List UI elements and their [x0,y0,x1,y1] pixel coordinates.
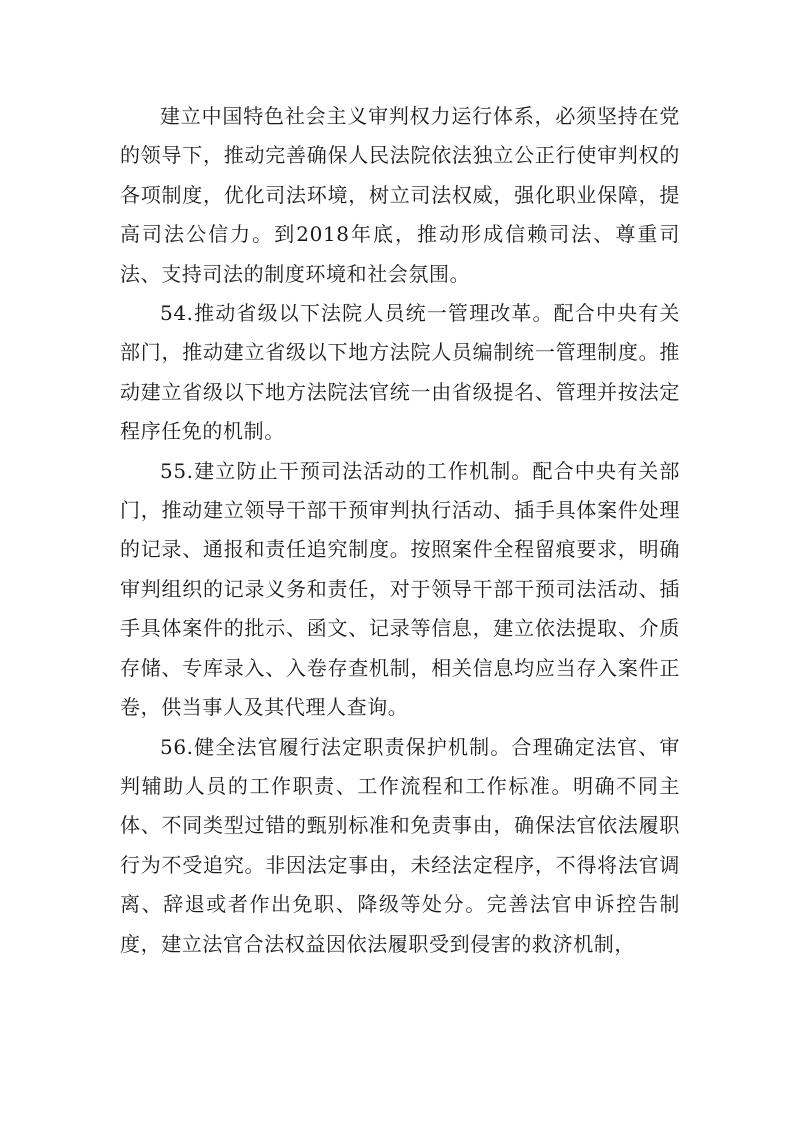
paragraph-56: 56.健全法官履行法定职责保护机制。合理确定法官、审判辅助人员的工作职责、工作流程和工作标准。明确不同主体、不同类型过错的甄别标准和免责事由，确保法官依法履职行为不受追究。非因法定事由，未经法定程序，不得将法官调离、辞退或者作出免职、降级等处分。完善法官申诉控告制度，建立法官合法权益因依法履职受到侵害的救济机制， [120,734,680,956]
document-body [120,97,680,964]
paragraph-intro: 建立中国特色社会主义审判权力运行体系，必须坚持在党的领导下，推动完善确保人民法院依法独立公正行使审判权的各项制度，优化司法环境，树立司法权威，强化职业保障，提高司法公信力。到2018年底，推动形成信赖司法、尊重司法、支持司法的制度环境和社会氛围。 [120,104,680,286]
paragraph-54: 54.推动省级以下法院人员统一管理改革。配合中央有关部门，推动建立省级以下地方法院人员编制统一管理制度。推动建立省级以下地方法院法官统一由省级提名、管理并按法定程序任免的机制。 [120,301,680,444]
paragraph-55: 55.建立防止干预司法活动的工作机制。配合中央有关部门，推动建立领导干部干预审判执行活动、插手具体案件处理的记录、通报和责任追究制度。按照案件全程留痕要求，明确审判组织的记录义务和责任，对于领导干部干预司法活动、插手具体案件的批示、函文、记录等信息，建立依法提取、介质存储、专库录入、入卷存查机制，相关信息均应当存入案件正卷，供当事人及其代理人查询。 [120,458,680,720]
